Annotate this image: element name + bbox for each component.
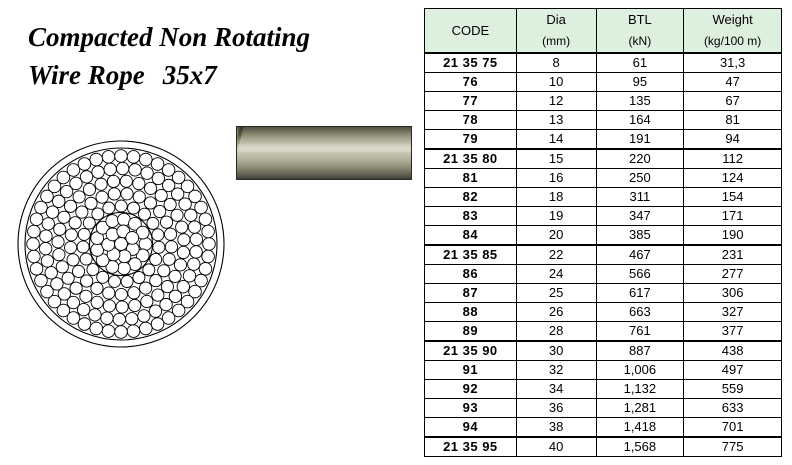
cell-code: 92 [425, 380, 517, 399]
cell-weight: 701 [684, 418, 782, 438]
cell-weight: 377 [684, 322, 782, 342]
cell-code: 79 [425, 130, 517, 150]
column-header-weight: Weight [684, 9, 782, 32]
table-row [425, 130, 782, 150]
column-unit-dia: (mm) [516, 31, 596, 53]
table-row [425, 92, 782, 111]
cell-dia: 25 [516, 284, 596, 303]
specification-table [424, 8, 782, 457]
cell-btl: 135 [596, 92, 684, 111]
cell-code: 89 [425, 322, 517, 342]
table-row [425, 149, 782, 169]
cell-weight: 67 [684, 92, 782, 111]
table-body [425, 53, 782, 457]
cell-btl: 617 [596, 284, 684, 303]
cell-btl: 1,281 [596, 399, 684, 418]
table-row [425, 169, 782, 188]
cell-code: 93 [425, 399, 517, 418]
column-unit-btl: (kN) [596, 31, 684, 53]
table-row [425, 265, 782, 284]
column-header-code: CODE [425, 9, 517, 54]
cell-code: 86 [425, 265, 517, 284]
cell-code: 87 [425, 284, 517, 303]
cell-dia: 26 [516, 303, 596, 322]
table-row [425, 399, 782, 418]
cell-dia: 19 [516, 207, 596, 226]
table-row [425, 284, 782, 303]
column-unit-weight: (kg/100 m) [684, 31, 782, 53]
cell-code: 21 35 80 [425, 149, 517, 169]
table-row [425, 322, 782, 342]
cell-weight: 277 [684, 265, 782, 284]
cell-dia: 32 [516, 361, 596, 380]
cell-code: 81 [425, 169, 517, 188]
cell-code: 76 [425, 73, 517, 92]
table-row [425, 207, 782, 226]
cell-dia: 38 [516, 418, 596, 438]
page-title [28, 18, 418, 94]
cell-dia: 18 [516, 188, 596, 207]
cell-weight: 775 [684, 437, 782, 457]
cell-btl: 95 [596, 73, 684, 92]
cell-weight: 171 [684, 207, 782, 226]
cell-btl: 566 [596, 265, 684, 284]
cell-dia: 34 [516, 380, 596, 399]
cell-code: 77 [425, 92, 517, 111]
cell-dia: 14 [516, 130, 596, 150]
cell-btl: 467 [596, 245, 684, 265]
cell-weight: 306 [684, 284, 782, 303]
table-row [425, 437, 782, 457]
cell-btl: 663 [596, 303, 684, 322]
table-row [425, 418, 782, 438]
cell-code: 21 35 75 [425, 53, 517, 73]
table-header [425, 9, 782, 54]
cell-code: 88 [425, 303, 517, 322]
cell-dia: 24 [516, 265, 596, 284]
table-row [425, 73, 782, 92]
product-title-line2: Wire Rope [28, 60, 145, 90]
cell-weight: 327 [684, 303, 782, 322]
cell-btl: 191 [596, 130, 684, 150]
product-title-line1: Compacted Non Rotating [28, 22, 311, 52]
cell-dia: 16 [516, 169, 596, 188]
cell-dia: 10 [516, 73, 596, 92]
cell-dia: 36 [516, 399, 596, 418]
cell-dia: 40 [516, 437, 596, 457]
table-row [425, 53, 782, 73]
cell-dia: 20 [516, 226, 596, 246]
table-row [425, 303, 782, 322]
product-construction: 35x7 [162, 60, 217, 90]
cell-weight: 112 [684, 149, 782, 169]
cell-dia: 30 [516, 341, 596, 361]
cell-btl: 1,132 [596, 380, 684, 399]
cell-weight: 438 [684, 341, 782, 361]
cell-dia: 13 [516, 111, 596, 130]
cell-btl: 1,418 [596, 418, 684, 438]
cell-weight: 559 [684, 380, 782, 399]
table-row [425, 111, 782, 130]
cell-code: 83 [425, 207, 517, 226]
cell-btl: 1,006 [596, 361, 684, 380]
table-row [425, 226, 782, 246]
cell-dia: 22 [516, 245, 596, 265]
cell-dia: 8 [516, 53, 596, 73]
cell-btl: 220 [596, 149, 684, 169]
cell-weight: 633 [684, 399, 782, 418]
wire-rope-side-view-photo [236, 126, 412, 180]
column-header-btl: BTL [596, 9, 684, 32]
table-row [425, 361, 782, 380]
cell-code: 82 [425, 188, 517, 207]
cell-weight: 81 [684, 111, 782, 130]
specification-table-container [424, 8, 782, 457]
wire-rope-cross-section-diagram [16, 135, 226, 353]
cell-dia: 15 [516, 149, 596, 169]
cell-dia: 12 [516, 92, 596, 111]
cell-code: 21 35 90 [425, 341, 517, 361]
cell-code: 94 [425, 418, 517, 438]
cell-weight: 124 [684, 169, 782, 188]
table-row [425, 245, 782, 265]
cell-code: 78 [425, 111, 517, 130]
cell-btl: 250 [596, 169, 684, 188]
cell-btl: 347 [596, 207, 684, 226]
cell-weight: 497 [684, 361, 782, 380]
cell-btl: 761 [596, 322, 684, 342]
cell-weight: 47 [684, 73, 782, 92]
cell-code: 91 [425, 361, 517, 380]
cell-code: 21 35 85 [425, 245, 517, 265]
cell-weight: 154 [684, 188, 782, 207]
table-row [425, 380, 782, 399]
table-row [425, 341, 782, 361]
column-header-dia: Dia [516, 9, 596, 32]
cell-btl: 61 [596, 53, 684, 73]
cell-dia: 28 [516, 322, 596, 342]
cell-btl: 385 [596, 226, 684, 246]
cell-weight: 231 [684, 245, 782, 265]
cell-btl: 887 [596, 341, 684, 361]
cell-weight: 31,3 [684, 53, 782, 73]
cell-code: 21 35 95 [425, 437, 517, 457]
cell-btl: 311 [596, 188, 684, 207]
cell-code: 84 [425, 226, 517, 246]
cell-weight: 190 [684, 226, 782, 246]
cell-btl: 1,568 [596, 437, 684, 457]
cell-btl: 164 [596, 111, 684, 130]
table-row [425, 188, 782, 207]
cell-weight: 94 [684, 130, 782, 150]
